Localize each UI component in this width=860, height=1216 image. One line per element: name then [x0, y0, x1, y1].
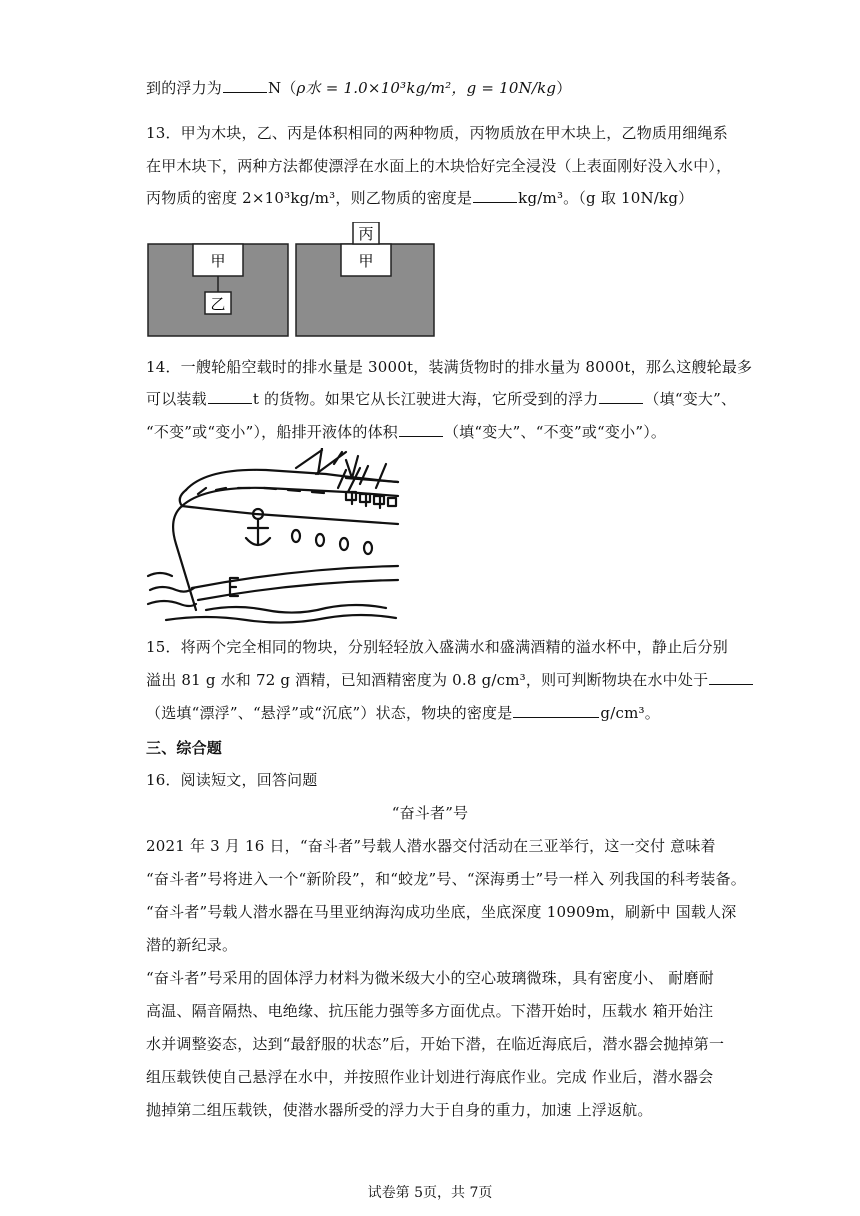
q15-blank-2[interactable] [513, 703, 599, 718]
q13-line-2: 在甲木块下，两种方法都使漂浮在水面上的木块恰好完全浸没（上表面刚好没入水中）， [146, 157, 732, 175]
q16-paragraph-line: “奋斗者”号将进入一个“新阶段”，和“蛟龙”号、“深海勇士”号一样入 列我国的科考装备。 [146, 870, 746, 888]
q13-answer-blank[interactable] [473, 188, 517, 203]
q15-blank-1[interactable] [709, 670, 753, 685]
section-heading: 三、综合题 [146, 739, 223, 757]
q16-intro: 16．阅读短文，回答问题 [146, 771, 318, 789]
q13-unit: kg/m³。（g 取 10N/kg） [518, 189, 694, 207]
q12-formula: ρ水 = 1.0×10³kg/m²，g = 10N/kg [296, 79, 557, 97]
q15-text-c: g/cm³。 [600, 704, 660, 722]
label-jia-left: 甲 [210, 252, 226, 270]
q14-text-e: （填“变大”、“不变”或“变小”）。 [443, 423, 667, 441]
q14-text-c: （填“变大”、 [644, 390, 737, 408]
q14-blank-1[interactable] [208, 389, 252, 404]
q15-text-a: 溢出 81 g 水和 72 g 酒精，已知酒精密度为 0.8 g/cm³，则可判断物块在水中处于 [146, 671, 709, 689]
q16-paragraph-line: 组压载铁使自己悬浮在水中，并按照作业计划进行海底作业。完成 作业后，潜水器会 [146, 1068, 714, 1086]
q13-text: 丙物质的密度 2×10³kg/m³，则乙物质的密度是 [146, 189, 473, 207]
page-footer: 试卷第 5页，共 7页 [367, 1185, 493, 1201]
q16-paragraph-line: 高温、隔音隔热、电绝缘、抗压能力强等多方面优点。下潜开始时，压载水 箱开始注 [146, 1002, 714, 1020]
q12-unit: N（ [268, 79, 297, 97]
q12-end: ） [556, 79, 572, 97]
label-yi: 乙 [210, 295, 226, 313]
q15-line-3 [146, 703, 660, 723]
q14-blank-2[interactable] [599, 389, 643, 404]
ship-illustration [146, 448, 400, 628]
q16-paragraph-line: “奋斗者”号载人潜水器在马里亚纳海沟成功坐底，坐底深度 10909m，刷新中 国载人深 [146, 903, 737, 921]
label-bing: 丙 [358, 225, 374, 243]
q13-line-1: 13．甲为木块，乙、丙是体积相同的两种物质，丙物质放在甲木块上，乙物质用细绳系 [146, 124, 728, 142]
q12-answer-blank[interactable] [223, 78, 267, 93]
q13-figure [147, 222, 437, 337]
q13-line-3 [146, 188, 693, 208]
q16-paragraph-line: 水并调整姿态，达到“最舒服的状态”后，开始下潜，在临近海底后，潜水器会抛掉第一 [146, 1035, 725, 1053]
q15-line-1: 15．将两个完全相同的物块，分别轻轻放入盛满水和盛满酒精的溢水杯中，静止后分别 [146, 638, 728, 656]
q12-text: 到的浮力为 [146, 79, 223, 97]
q15-line-2 [146, 670, 754, 690]
q16-paragraph-line: 2021 年 3 月 16 日，“奋斗者”号载人潜水器交付活动在三亚举行，这一交付 意味着 [146, 837, 716, 855]
q14-blank-3[interactable] [399, 422, 443, 437]
label-jia-right: 甲 [358, 252, 374, 270]
q14-text-d: “不变”或“变小”），船排开液体的体积 [146, 423, 398, 441]
q16-paragraph-line: 抛掉第二组压载铁，使潜水器所受的浮力大于自身的重力，加速 上浮返航。 [146, 1101, 653, 1119]
q14-text-a: 可以装载 [146, 390, 207, 408]
q14-line-2 [146, 389, 736, 409]
q15-text-b: （选填“漂浮”、“悬浮”或“沉底”）状态，物块的密度是 [146, 704, 513, 722]
q14-line-3 [146, 422, 666, 442]
q16-paragraph-line: “奋斗者”号采用的固体浮力材料为微米级大小的空心玻璃微珠，具有密度小、 耐磨耐 [146, 969, 714, 987]
q14-text-b: t 的货物。如果它从长江驶进大海，它所受到的浮力 [252, 390, 599, 408]
q14-line-1: 14．一艘轮船空载时的排水量是 3000t，装满货物时的排水量为 8000t，那么这艘轮最多 [146, 358, 753, 376]
q16-article-title: “奋斗者”号 [391, 804, 469, 822]
q16-paragraph-line: 潜的新纪录。 [146, 936, 238, 954]
q12-tail-line [146, 78, 571, 98]
